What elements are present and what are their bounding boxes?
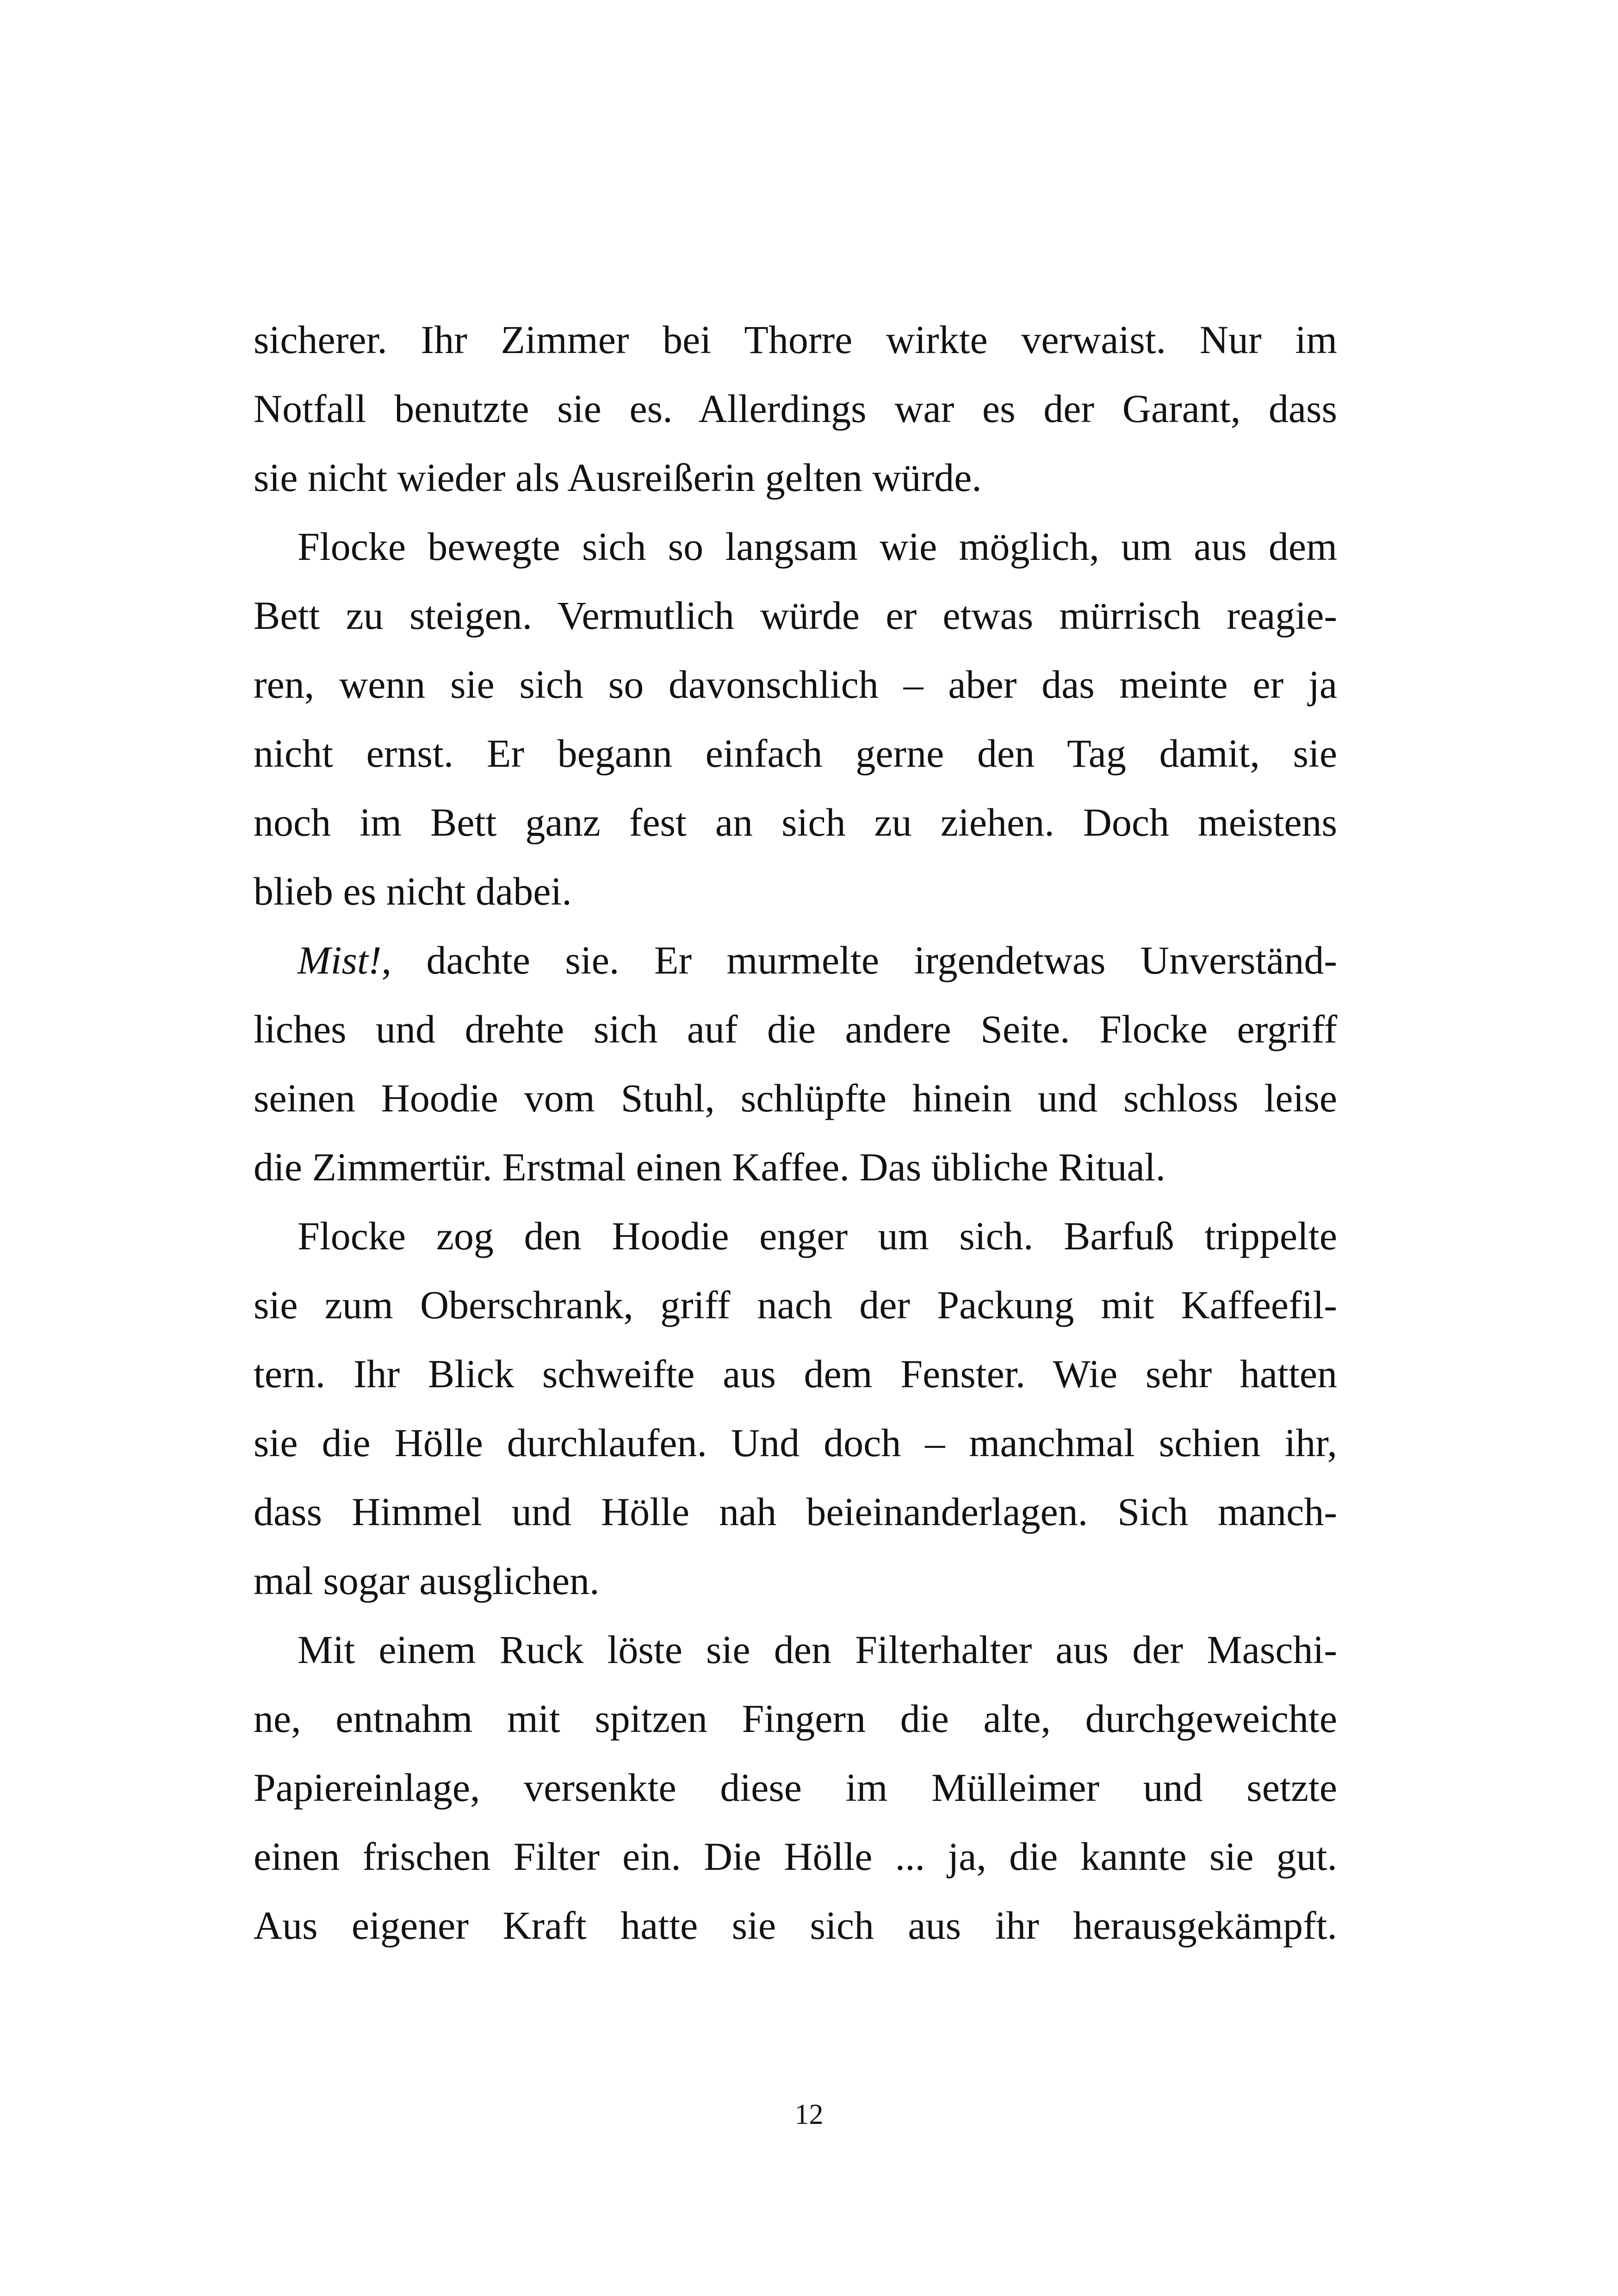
text-line: sie die Hölle durchlaufen. Und doch – manchmal schien ihr, bbox=[254, 1421, 1337, 1465]
text-line: Mit einem Ruck löste sie den Filterhalter aus der Maschi- bbox=[298, 1627, 1337, 1672]
text-line: ne, entnahm mit spitzen Fingern die alte, durchgeweichte bbox=[254, 1696, 1337, 1741]
text-line: nicht ernst. Er begann einfach gerne den Tag damit, sie bbox=[254, 731, 1337, 776]
text-line: Flocke zog den Hoodie enger um sich. Barfuß trippelte bbox=[298, 1214, 1337, 1258]
text-line: mal sogar ausglichen. bbox=[254, 1558, 600, 1603]
text-line: seinen Hoodie vom Stuhl, schlüpfte hinein und schloss leise bbox=[254, 1076, 1337, 1120]
italic-word: Mist! bbox=[298, 938, 382, 982]
text-line: Notfall benutzte sie es. Allerdings war es der Garant, dass bbox=[254, 386, 1337, 431]
text-line: noch im Bett ganz fest an sich zu ziehen. Doch meistens bbox=[254, 800, 1337, 844]
text-line: sicherer. Ihr Zimmer bei Thorre wirkte verwaist. Nur im bbox=[254, 317, 1337, 362]
text-line: einen frischen Filter ein. Die Hölle ... ja, die kannte sie gut. bbox=[254, 1834, 1337, 1879]
page-number: 12 bbox=[794, 2099, 824, 2130]
text-line: sie zum Oberschrank, griff nach der Packung mit Kaffeefil- bbox=[254, 1283, 1337, 1327]
text-line: tern. Ihr Blick schweifte aus dem Fenster. Wie sehr hatten bbox=[254, 1352, 1337, 1396]
text-line-rest: , dachte sie. Er murmelte irgendetwas Unverständ- bbox=[381, 938, 1337, 982]
text-line: Papiereinlage, versenkte diese im Mülleimer und setzte bbox=[254, 1765, 1337, 1810]
text-line: Aus eigener Kraft hatte sie sich aus ihr herausgekämpft. bbox=[254, 1903, 1337, 1948]
text-line: sie nicht wieder als Ausreißerin gelten würde. bbox=[254, 455, 982, 500]
text-line: ren, wenn sie sich so davonschlich – aber das meinte er ja bbox=[254, 662, 1337, 707]
text-line: liches und drehte sich auf die andere Seite. Flocke ergriff bbox=[254, 1007, 1337, 1051]
text-line: die Zimmertür. Erstmal einen Kaffee. Das übliche Ritual. bbox=[254, 1145, 1166, 1189]
text-line: dass Himmel und Hölle nah beieinanderlagen. Sich manch- bbox=[254, 1489, 1337, 1534]
body-text bbox=[254, 305, 1337, 1960]
text-line: Bett zu steigen. Vermutlich würde er etwas mürrisch reagie- bbox=[254, 593, 1337, 638]
text-line: Flocke bewegte sich so langsam wie möglich, um aus dem bbox=[298, 524, 1337, 569]
text-line: blieb es nicht dabei. bbox=[254, 869, 572, 913]
text-line bbox=[254, 926, 1337, 995]
